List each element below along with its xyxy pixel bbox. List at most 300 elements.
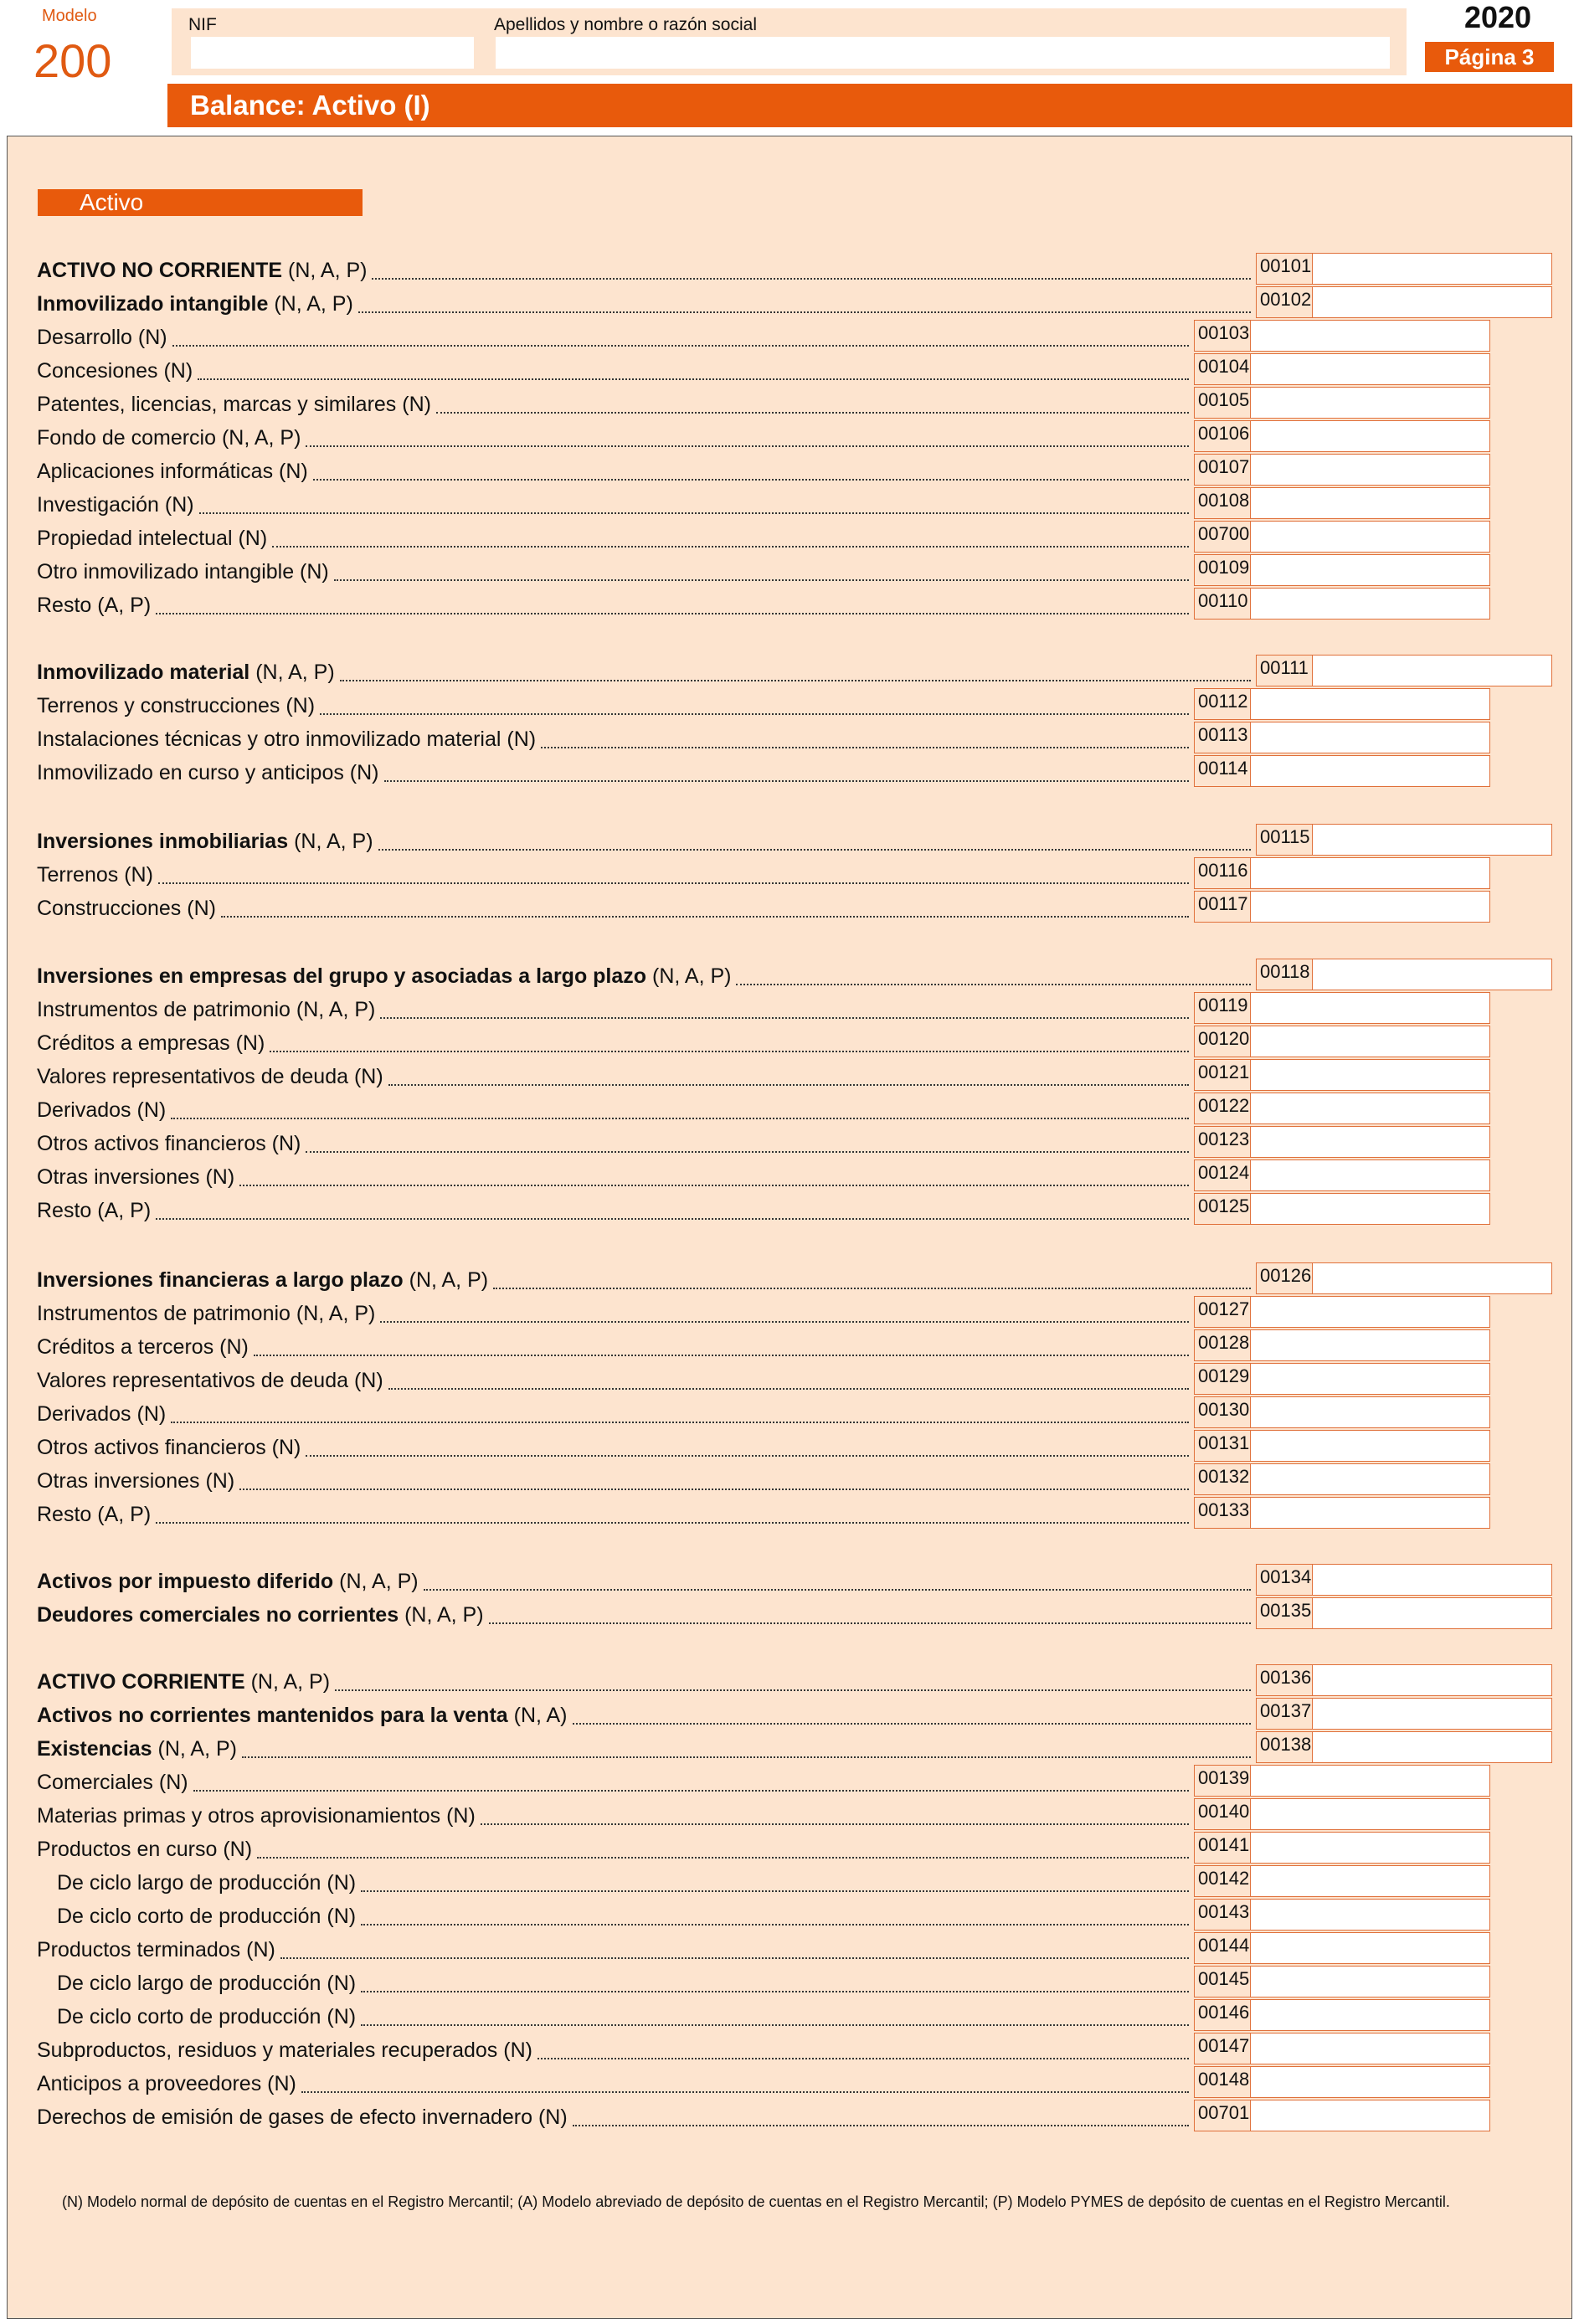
leader-dots bbox=[541, 747, 1189, 748]
leader-dots bbox=[361, 1991, 1189, 1992]
box-code: 00134 bbox=[1256, 1564, 1313, 1596]
row-label-text: De ciclo corto de producción (N) bbox=[57, 1905, 357, 1928]
box-code: 00124 bbox=[1194, 1159, 1251, 1191]
row-label-text: De ciclo corto de producción (N) bbox=[57, 2005, 357, 2028]
balance-row bbox=[37, 1698, 1569, 1731]
amount-field[interactable] bbox=[1250, 387, 1490, 419]
amount-field[interactable] bbox=[1250, 1463, 1490, 1495]
box-code: 00107 bbox=[1194, 454, 1251, 486]
amount-field[interactable] bbox=[1312, 286, 1552, 318]
leader-dots bbox=[156, 1522, 1189, 1524]
balance-row bbox=[37, 521, 1569, 554]
leader-dots bbox=[384, 780, 1189, 782]
balance-row bbox=[37, 1193, 1569, 1226]
box-code: 00140 bbox=[1194, 1798, 1251, 1830]
amount-field[interactable] bbox=[1250, 688, 1490, 720]
row-label bbox=[37, 560, 329, 584]
box-code: 00148 bbox=[1194, 2066, 1251, 2098]
row-label-text: Anticipos a proveedores (N) bbox=[37, 2072, 296, 2095]
amount-field[interactable] bbox=[1250, 487, 1490, 519]
row-label bbox=[37, 1098, 166, 1123]
leader-dots bbox=[306, 1151, 1189, 1153]
balance-row bbox=[37, 554, 1569, 588]
amount-field[interactable] bbox=[1250, 1798, 1490, 1830]
leader-dots bbox=[172, 345, 1189, 347]
box-code: 00105 bbox=[1194, 387, 1251, 419]
balance-row bbox=[37, 1363, 1569, 1396]
amount-field[interactable] bbox=[1250, 1159, 1490, 1191]
balance-row bbox=[37, 1093, 1569, 1126]
amount-field[interactable] bbox=[1250, 1026, 1490, 1057]
balance-row bbox=[37, 1832, 1569, 1865]
row-label bbox=[37, 1268, 488, 1293]
balance-row bbox=[37, 253, 1569, 286]
leader-dots bbox=[156, 613, 1189, 614]
row-label bbox=[37, 1165, 234, 1190]
leader-dots bbox=[171, 1118, 1189, 1119]
amount-field[interactable] bbox=[1250, 1126, 1490, 1158]
row-label-text: Subproductos, residuos y materiales recuperados (N) bbox=[37, 2039, 532, 2062]
amount-field[interactable] bbox=[1250, 1396, 1490, 1428]
box-code: 00111 bbox=[1256, 655, 1313, 686]
row-label-bold: Inversiones inmobiliarias bbox=[37, 830, 289, 853]
row-label-text: (N, A) bbox=[507, 1704, 568, 1727]
leader-dots bbox=[239, 1185, 1189, 1186]
box-code: 00114 bbox=[1194, 755, 1251, 787]
balance-row bbox=[37, 1026, 1569, 1059]
leader-dots bbox=[489, 1622, 1251, 1624]
row-label bbox=[37, 1335, 249, 1360]
amount-field[interactable] bbox=[1250, 857, 1490, 889]
amount-field[interactable] bbox=[1312, 1698, 1552, 1730]
row-label-text: (N, A, P) bbox=[244, 1670, 331, 1694]
amount-field[interactable] bbox=[1250, 1865, 1490, 1897]
balance-row bbox=[37, 1731, 1569, 1765]
amount-field[interactable] bbox=[1250, 588, 1490, 620]
row-label-text: Créditos a terceros (N) bbox=[37, 1335, 249, 1359]
leader-dots bbox=[380, 1321, 1189, 1323]
row-label-text: (N, A, P) bbox=[288, 830, 373, 853]
row-label-text: Derivados (N) bbox=[37, 1098, 167, 1122]
amount-field[interactable] bbox=[1250, 2066, 1490, 2098]
row-label-text: (N, A, P) bbox=[268, 292, 353, 316]
row-label bbox=[37, 1369, 383, 1393]
row-label-text: Instalaciones técnicas y otro inmovilizado material (N) bbox=[37, 728, 537, 751]
balance-row bbox=[37, 1126, 1569, 1159]
row-label bbox=[37, 1737, 237, 1761]
balance-row bbox=[37, 1396, 1569, 1430]
amount-field[interactable] bbox=[1250, 1363, 1490, 1395]
amount-field[interactable] bbox=[1250, 1296, 1490, 1328]
row-label-text: Patentes, licencias, marcas y similares (N) bbox=[37, 393, 431, 416]
row-label-text: Fondo de comercio (N, A, P) bbox=[37, 426, 301, 450]
balance-row bbox=[37, 1296, 1569, 1329]
balance-row bbox=[37, 1262, 1569, 1296]
row-label bbox=[37, 1436, 301, 1460]
amount-field[interactable] bbox=[1250, 722, 1490, 753]
row-label bbox=[37, 897, 216, 921]
leader-dots bbox=[358, 311, 1251, 313]
leader-dots bbox=[436, 412, 1189, 414]
row-label-text: Otros activos financieros (N) bbox=[37, 1436, 301, 1459]
box-code: 00119 bbox=[1194, 992, 1251, 1024]
balance-row bbox=[37, 2100, 1569, 2133]
leader-dots bbox=[156, 1218, 1189, 1220]
leader-dots bbox=[198, 378, 1189, 380]
balance-row bbox=[37, 588, 1569, 621]
balance-row bbox=[37, 1463, 1569, 1497]
amount-field[interactable] bbox=[1312, 1664, 1552, 1696]
row-label bbox=[37, 863, 153, 887]
row-label bbox=[57, 2005, 356, 2029]
section-tag-activo: Activo bbox=[38, 189, 363, 216]
box-code: 00123 bbox=[1194, 1126, 1251, 1158]
balance-row bbox=[37, 1798, 1569, 1832]
leader-dots bbox=[313, 479, 1189, 481]
leader-dots bbox=[171, 1422, 1189, 1423]
row-label bbox=[37, 359, 193, 383]
balance-row bbox=[37, 755, 1569, 789]
row-label-bold: Inversiones en empresas del grupo y asociadas a largo plazo bbox=[37, 964, 647, 988]
amount-field[interactable] bbox=[1312, 959, 1552, 990]
row-label-text: Créditos a empresas (N) bbox=[37, 1031, 265, 1055]
leader-dots bbox=[573, 1723, 1251, 1725]
row-label-text: De ciclo largo de producción (N) bbox=[57, 1871, 357, 1895]
box-code: 00146 bbox=[1194, 1999, 1251, 2031]
row-label bbox=[37, 728, 536, 752]
row-label-text: Valores representativos de deuda (N) bbox=[37, 1369, 383, 1392]
amount-field[interactable] bbox=[1312, 824, 1552, 856]
row-label bbox=[37, 460, 308, 484]
amount-field[interactable] bbox=[1250, 1329, 1490, 1361]
row-label bbox=[37, 2105, 568, 2130]
row-label-text: Terrenos (N) bbox=[37, 863, 153, 887]
row-label-text: Construcciones (N) bbox=[37, 897, 216, 920]
row-label-text: Propiedad intelectual (N) bbox=[37, 527, 268, 550]
box-code: 00701 bbox=[1194, 2100, 1251, 2131]
row-label-bold: ACTIVO CORRIENTE bbox=[37, 1670, 245, 1694]
row-label bbox=[57, 1871, 356, 1895]
row-label-text: Instrumentos de patrimonio (N, A, P) bbox=[37, 1302, 376, 1325]
row-label bbox=[37, 964, 731, 989]
box-code: 00141 bbox=[1194, 1832, 1251, 1864]
leader-dots bbox=[736, 984, 1251, 985]
row-label-bold: Activos no corrientes mantenidos para la venta bbox=[37, 1704, 508, 1727]
leader-dots bbox=[334, 579, 1189, 581]
box-code: 00138 bbox=[1256, 1731, 1313, 1763]
amount-field[interactable] bbox=[1250, 1832, 1490, 1864]
balance-row bbox=[37, 1932, 1569, 1966]
row-label bbox=[37, 1503, 151, 1527]
leader-dots bbox=[306, 445, 1189, 447]
box-code: 00104 bbox=[1194, 353, 1251, 385]
box-code: 00132 bbox=[1194, 1463, 1251, 1495]
row-label-bold: ACTIVO NO CORRIENTE bbox=[37, 259, 283, 282]
balance-row bbox=[37, 1430, 1569, 1463]
modelo-number: 200 bbox=[33, 34, 112, 87]
box-code: 00112 bbox=[1194, 688, 1251, 720]
balance-row bbox=[37, 824, 1569, 857]
leader-dots bbox=[372, 278, 1251, 280]
box-code: 00133 bbox=[1194, 1497, 1251, 1529]
box-code: 00117 bbox=[1194, 891, 1251, 923]
amount-field[interactable] bbox=[1250, 420, 1490, 452]
box-code: 00139 bbox=[1194, 1765, 1251, 1797]
box-code: 00110 bbox=[1194, 588, 1251, 620]
box-code: 00700 bbox=[1194, 521, 1251, 553]
leader-dots bbox=[424, 1589, 1251, 1591]
name-label: Apellidos y nombre o razón social bbox=[494, 15, 757, 34]
amount-field[interactable] bbox=[1250, 1899, 1490, 1931]
row-label bbox=[57, 1972, 356, 1996]
amount-field[interactable] bbox=[1250, 891, 1490, 923]
row-label-text: (N, A, P) bbox=[403, 1268, 489, 1292]
row-label bbox=[37, 393, 431, 417]
row-label bbox=[37, 1031, 265, 1056]
balance-row bbox=[37, 1765, 1569, 1798]
box-code: 00130 bbox=[1194, 1396, 1251, 1428]
amount-field[interactable] bbox=[1250, 1059, 1490, 1091]
balance-row bbox=[37, 655, 1569, 688]
balance-row bbox=[37, 420, 1569, 454]
box-code: 00135 bbox=[1256, 1597, 1313, 1629]
row-label bbox=[37, 998, 375, 1022]
amount-field[interactable] bbox=[1250, 1999, 1490, 2031]
balance-row bbox=[37, 454, 1569, 487]
row-label-text: Aplicaciones informáticas (N) bbox=[37, 460, 308, 483]
amount-field[interactable] bbox=[1312, 1731, 1552, 1763]
balance-row bbox=[37, 2066, 1569, 2100]
row-label-text: Resto (A, P) bbox=[37, 594, 152, 617]
box-code: 00142 bbox=[1194, 1865, 1251, 1897]
row-label-text: (N, A, P) bbox=[249, 661, 335, 684]
nif-label: NIF bbox=[188, 15, 217, 34]
amount-field[interactable] bbox=[1250, 755, 1490, 787]
box-code: 00108 bbox=[1194, 487, 1251, 519]
row-label bbox=[37, 259, 367, 283]
balance-row bbox=[37, 387, 1569, 420]
leader-dots bbox=[380, 1017, 1189, 1019]
box-code: 00106 bbox=[1194, 420, 1251, 452]
box-code: 00126 bbox=[1256, 1262, 1313, 1294]
balance-row bbox=[37, 1597, 1569, 1631]
row-label-text: Otros activos financieros (N) bbox=[37, 1132, 301, 1155]
leader-dots bbox=[301, 2091, 1189, 2093]
row-label bbox=[37, 1065, 383, 1089]
row-label bbox=[37, 493, 194, 517]
row-label bbox=[37, 761, 379, 785]
row-label bbox=[37, 694, 315, 718]
modelo-label: Modelo bbox=[42, 7, 97, 25]
year-label: 2020 bbox=[1463, 0, 1532, 34]
box-code: 00121 bbox=[1194, 1059, 1251, 1091]
leader-dots bbox=[270, 1051, 1189, 1052]
leader-dots bbox=[199, 512, 1189, 514]
balance-row bbox=[37, 286, 1569, 320]
row-label bbox=[37, 1771, 188, 1795]
row-label-text: De ciclo largo de producción (N) bbox=[57, 1972, 357, 1995]
row-label-text: Inmovilizado en curso y anticipos (N) bbox=[37, 761, 379, 784]
leader-dots bbox=[481, 1823, 1189, 1825]
row-label bbox=[37, 1402, 166, 1427]
box-code: 00137 bbox=[1256, 1698, 1313, 1730]
box-code: 00125 bbox=[1194, 1193, 1251, 1225]
row-label-text: Concesiones (N) bbox=[37, 359, 193, 383]
amount-field[interactable] bbox=[1250, 554, 1490, 586]
row-label-bold: Activos por impuesto diferido bbox=[37, 1570, 334, 1593]
leader-dots bbox=[361, 2024, 1189, 2026]
leader-dots bbox=[388, 1388, 1189, 1390]
balance-row bbox=[37, 891, 1569, 924]
box-code: 00145 bbox=[1194, 1966, 1251, 1998]
row-label bbox=[37, 830, 373, 854]
balance-row bbox=[37, 1059, 1569, 1093]
box-code: 00143 bbox=[1194, 1899, 1251, 1931]
leader-dots bbox=[306, 1455, 1189, 1457]
amount-field[interactable] bbox=[1250, 1765, 1490, 1797]
box-code: 00113 bbox=[1194, 722, 1251, 753]
leader-dots bbox=[193, 1790, 1189, 1792]
amount-field[interactable] bbox=[1250, 2033, 1490, 2064]
amount-field[interactable] bbox=[1250, 320, 1490, 352]
leader-dots bbox=[361, 1924, 1189, 1926]
balance-row bbox=[37, 1966, 1569, 1999]
row-label bbox=[37, 2072, 296, 2096]
row-label bbox=[37, 2039, 532, 2063]
leader-dots bbox=[254, 1355, 1189, 1356]
balance-row bbox=[37, 2033, 1569, 2066]
row-label-text: Resto (A, P) bbox=[37, 1199, 152, 1222]
row-label bbox=[37, 1704, 568, 1728]
balance-row bbox=[37, 857, 1569, 891]
box-code: 00116 bbox=[1194, 857, 1251, 889]
row-label bbox=[37, 527, 267, 551]
row-label bbox=[37, 1469, 234, 1494]
row-label-bold: Inmovilizado material bbox=[37, 661, 250, 684]
amount-field[interactable] bbox=[1250, 1093, 1490, 1124]
footnote: (N) Modelo normal de depósito de cuentas en el Registro Mercantil; (A) Modelo abreviado de depósito de cuentas en el Registro Mercantil; (P) Modelo PYMES de depósito de cuentas en el Registro Mercantil. bbox=[62, 2193, 1450, 2210]
amount-field[interactable] bbox=[1250, 353, 1490, 385]
row-label bbox=[37, 426, 301, 450]
amount-field[interactable] bbox=[1250, 1193, 1490, 1225]
amount-field[interactable] bbox=[1250, 992, 1490, 1024]
page-title: Balance: Activo (I) bbox=[167, 84, 1572, 127]
row-label bbox=[37, 1132, 301, 1156]
row-label bbox=[37, 1670, 330, 1694]
amount-field[interactable] bbox=[1250, 1430, 1490, 1462]
leader-dots bbox=[335, 1689, 1251, 1691]
balance-row bbox=[37, 487, 1569, 521]
row-label bbox=[37, 1938, 275, 1962]
row-label-text: Desarrollo (N) bbox=[37, 326, 167, 349]
box-code: 00102 bbox=[1256, 286, 1313, 318]
leader-dots bbox=[388, 1084, 1189, 1086]
leader-dots bbox=[280, 1957, 1189, 1959]
box-code: 00128 bbox=[1194, 1329, 1251, 1361]
box-code: 00131 bbox=[1194, 1430, 1251, 1462]
leader-dots bbox=[537, 2058, 1189, 2059]
row-label-text: Productos en curso (N) bbox=[37, 1838, 253, 1861]
row-label bbox=[57, 1905, 356, 1929]
box-code: 00129 bbox=[1194, 1363, 1251, 1395]
leader-dots bbox=[320, 713, 1189, 715]
amount-field[interactable] bbox=[1250, 2100, 1490, 2131]
row-label-text: (N, A, P) bbox=[333, 1570, 419, 1593]
leader-dots bbox=[340, 680, 1251, 681]
row-label-text: Instrumentos de patrimonio (N, A, P) bbox=[37, 998, 376, 1021]
row-label-bold: Inversiones financieras a largo plazo bbox=[37, 1268, 404, 1292]
balance-row bbox=[37, 1564, 1569, 1597]
leader-dots bbox=[239, 1488, 1189, 1490]
row-label-text: Otras inversiones (N) bbox=[37, 1469, 235, 1493]
row-label-text: Derechos de emisión de gases de efecto invernadero (N) bbox=[37, 2105, 568, 2129]
amount-field[interactable] bbox=[1312, 655, 1552, 686]
amount-field[interactable] bbox=[1250, 454, 1490, 486]
row-label-text: Comerciales (N) bbox=[37, 1771, 188, 1794]
leader-dots bbox=[257, 1857, 1189, 1859]
row-label bbox=[37, 1838, 252, 1862]
amount-field[interactable] bbox=[1250, 1497, 1490, 1529]
leader-dots bbox=[242, 1756, 1251, 1758]
amount-field[interactable] bbox=[1250, 1966, 1490, 1998]
box-code: 00109 bbox=[1194, 554, 1251, 586]
row-label-text: Materias primas y otros aprovisionamientos (N) bbox=[37, 1804, 476, 1828]
page-badge: Página 3 bbox=[1425, 42, 1554, 72]
row-label bbox=[37, 326, 167, 350]
box-code: 00103 bbox=[1194, 320, 1251, 352]
balance-row bbox=[37, 1329, 1569, 1363]
amount-field[interactable] bbox=[1312, 1597, 1552, 1629]
box-code: 00136 bbox=[1256, 1664, 1313, 1696]
balance-row bbox=[37, 1159, 1569, 1193]
row-label-bold: Existencias bbox=[37, 1737, 152, 1761]
amount-field[interactable] bbox=[1312, 253, 1552, 285]
row-label-text: Productos terminados (N) bbox=[37, 1938, 275, 1962]
row-label bbox=[37, 1199, 151, 1223]
row-label-text: Terrenos y construcciones (N) bbox=[37, 694, 316, 717]
row-label bbox=[37, 661, 335, 685]
leader-dots bbox=[158, 882, 1189, 884]
amount-field[interactable] bbox=[1250, 521, 1490, 553]
row-label bbox=[37, 1804, 476, 1828]
row-label bbox=[37, 1603, 484, 1627]
balance-row bbox=[37, 1865, 1569, 1899]
box-code: 00120 bbox=[1194, 1026, 1251, 1057]
balance-row bbox=[37, 992, 1569, 1026]
row-label bbox=[37, 1302, 375, 1326]
balance-row bbox=[37, 959, 1569, 992]
balance-row bbox=[37, 1899, 1569, 1932]
balance-row bbox=[37, 688, 1569, 722]
amount-field[interactable] bbox=[1312, 1262, 1552, 1294]
leader-dots bbox=[361, 1890, 1189, 1892]
amount-field[interactable] bbox=[1312, 1564, 1552, 1596]
box-code: 00101 bbox=[1256, 253, 1313, 285]
row-label-text: Valores representativos de deuda (N) bbox=[37, 1065, 383, 1088]
leader-dots bbox=[573, 2125, 1189, 2126]
box-code: 00118 bbox=[1256, 959, 1313, 990]
row-label-text: (N, A, P) bbox=[152, 1737, 237, 1761]
leader-dots bbox=[493, 1288, 1251, 1289]
box-code: 00122 bbox=[1194, 1093, 1251, 1124]
row-label-text: Otro inmovilizado intangible (N) bbox=[37, 560, 329, 584]
leader-dots bbox=[221, 916, 1189, 918]
balance-row bbox=[37, 1497, 1569, 1530]
balance-row bbox=[37, 722, 1569, 755]
amount-field[interactable] bbox=[1250, 1932, 1490, 1964]
leader-dots bbox=[272, 546, 1189, 548]
leader-dots bbox=[378, 849, 1251, 851]
